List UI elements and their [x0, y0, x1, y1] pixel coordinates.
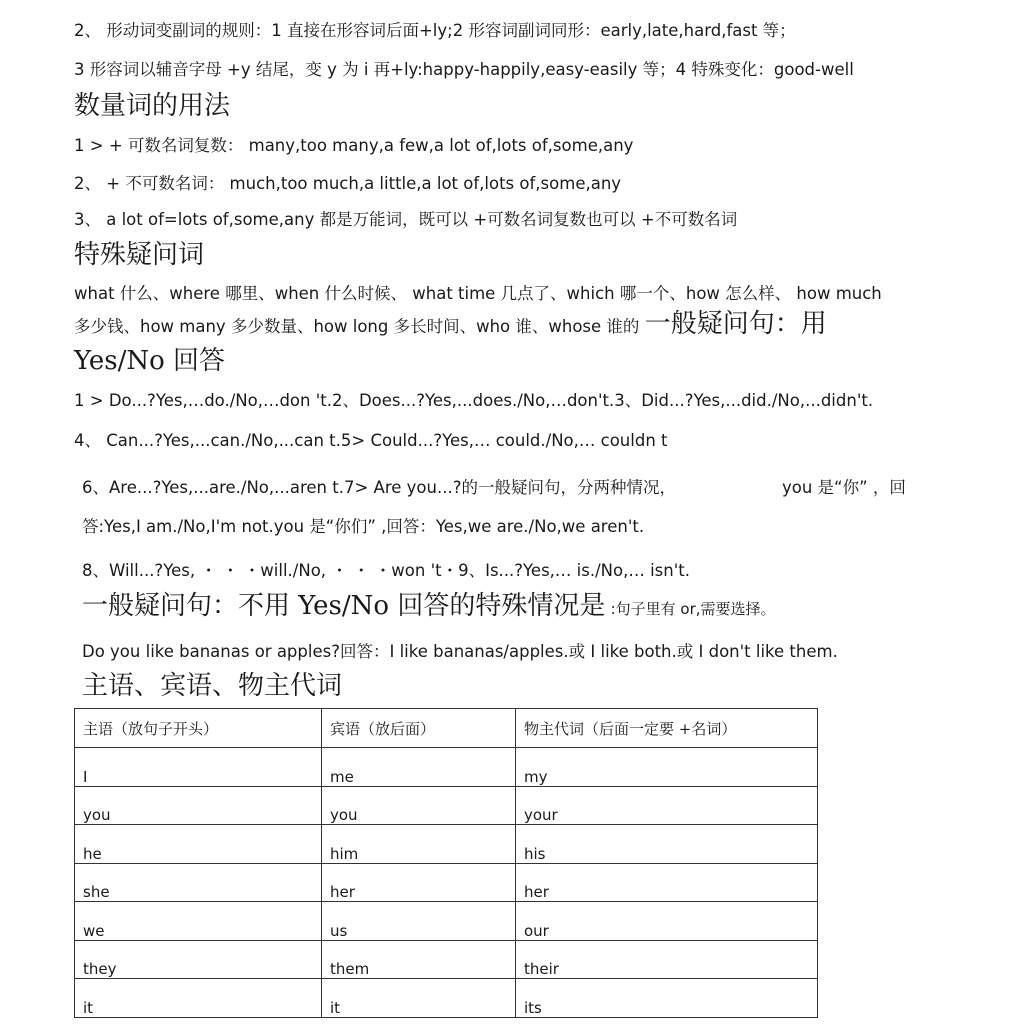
heading-special-case: 一般疑问句：不用 Yes/No 回答的特殊情况是 — [82, 591, 606, 621]
pronoun-table — [74, 708, 818, 1018]
yes-no-line-3b: you 是“你” ，回 — [782, 478, 906, 497]
table-row — [75, 940, 818, 979]
table-row — [75, 863, 818, 902]
yes-no-line-5: 8、Will...?Yes, ・ ・ ・will./No, ・ ・ ・won 't・9、Is...?Yes,… is./No,… isn't. — [82, 561, 690, 580]
cell-object: me — [322, 748, 516, 787]
cell-possessive: his — [516, 825, 818, 864]
heading-yes-no-inline: 一般疑问句：用 — [644, 309, 827, 339]
table-row — [75, 748, 818, 787]
header-subject: 主语（放句子开头） — [75, 709, 322, 748]
table-header-row — [75, 709, 818, 748]
cell-object: you — [322, 786, 516, 825]
cell-possessive: your — [516, 786, 818, 825]
table-row — [75, 979, 818, 1018]
wh-words-line-2 — [74, 309, 827, 339]
yes-no-line-2: 4、 Can...?Yes,...can./No,...can t.5> Could...?Yes,… could./No,… couldn t — [74, 431, 668, 450]
quantifier-line-2: 2、 + 不可数名词： much,too much,a little,a lot of,lots of,some,any — [74, 174, 622, 193]
header-possessive: 物主代词（后面一定要 +名词） — [516, 709, 818, 748]
cell-subject: you — [75, 786, 322, 825]
yes-no-line-3a: 6、Are...?Yes,...are./No,...aren t.7> Are you...?的一般疑问句，分两种情况， — [82, 478, 676, 497]
cell-object: us — [322, 902, 516, 941]
special-case-line — [82, 590, 776, 625]
yes-no-line-4: 答:Yes,I am./No,I'm not.you 是“你们” ,回答：Yes,we are./No,we aren't. — [82, 517, 645, 536]
header-object: 宾语（放后面） — [322, 709, 516, 748]
wh-words-line-2-text: 多少钱、how many 多少数量、how long 多长时间、who 谁、whose 谁的 — [74, 317, 640, 336]
cell-subject: he — [75, 825, 322, 864]
cell-object: him — [322, 825, 516, 864]
rule-line-2: 3 形容词以辅音字母 +y 结尾，变 y 为 i 再+ly:happy-happily,easy-easily 等；4 特殊变化：good-well — [74, 60, 854, 79]
cell-possessive: their — [516, 940, 818, 979]
cell-possessive: my — [516, 748, 818, 787]
rule-line-1: 2、 形动词变副词的规则：1 直接在形容词后面+ly;2 形容词副词同形：early,late,hard,fast 等； — [74, 21, 796, 40]
cell-subject: we — [75, 902, 322, 941]
wh-words-line-1: what 什么、where 哪里、when 什么时候、 what time 几点了、which 哪一个、how 怎么样、 how much — [74, 284, 882, 303]
cell-object: them — [322, 940, 516, 979]
cell-subject: they — [75, 940, 322, 979]
heading-yes-no: Yes/No 回答 — [74, 346, 226, 376]
special-case-note: :句子里有 or,需要选择。 — [610, 600, 776, 618]
example-line: Do you like bananas or apples?回答：I like bananas/apples.或 I like both.或 I don't like them. — [82, 642, 838, 661]
table-row — [75, 825, 818, 864]
heading-wh-words: 特殊疑问词 — [74, 240, 205, 270]
cell-object: her — [322, 863, 516, 902]
cell-subject: she — [75, 863, 322, 902]
table-row — [75, 786, 818, 825]
quantifier-line-1: 1 > + 可数名词复数： many,too many,a few,a lot of,lots of,some,any — [74, 136, 634, 155]
heading-quantifiers: 数量词的用法 — [74, 91, 231, 121]
cell-possessive: her — [516, 863, 818, 902]
cell-subject: it — [75, 979, 322, 1018]
cell-possessive: our — [516, 902, 818, 941]
cell-possessive: its — [516, 979, 818, 1018]
heading-pronouns: 主语、宾语、物主代词 — [82, 671, 343, 701]
table-row — [75, 902, 818, 941]
cell-object: it — [322, 979, 516, 1018]
cell-subject: I — [75, 748, 322, 787]
quantifier-line-3: 3、 a lot of=lots of,some,any 都是万能词，既可以 +可数名词复数也可以 +不可数名词 — [74, 210, 738, 229]
yes-no-line-1: 1 > Do...?Yes,…do./No,…don 't.2、Does...?Yes,...does./No,…don't.3、Did...?Yes,...did./No,...didn't. — [74, 391, 874, 410]
